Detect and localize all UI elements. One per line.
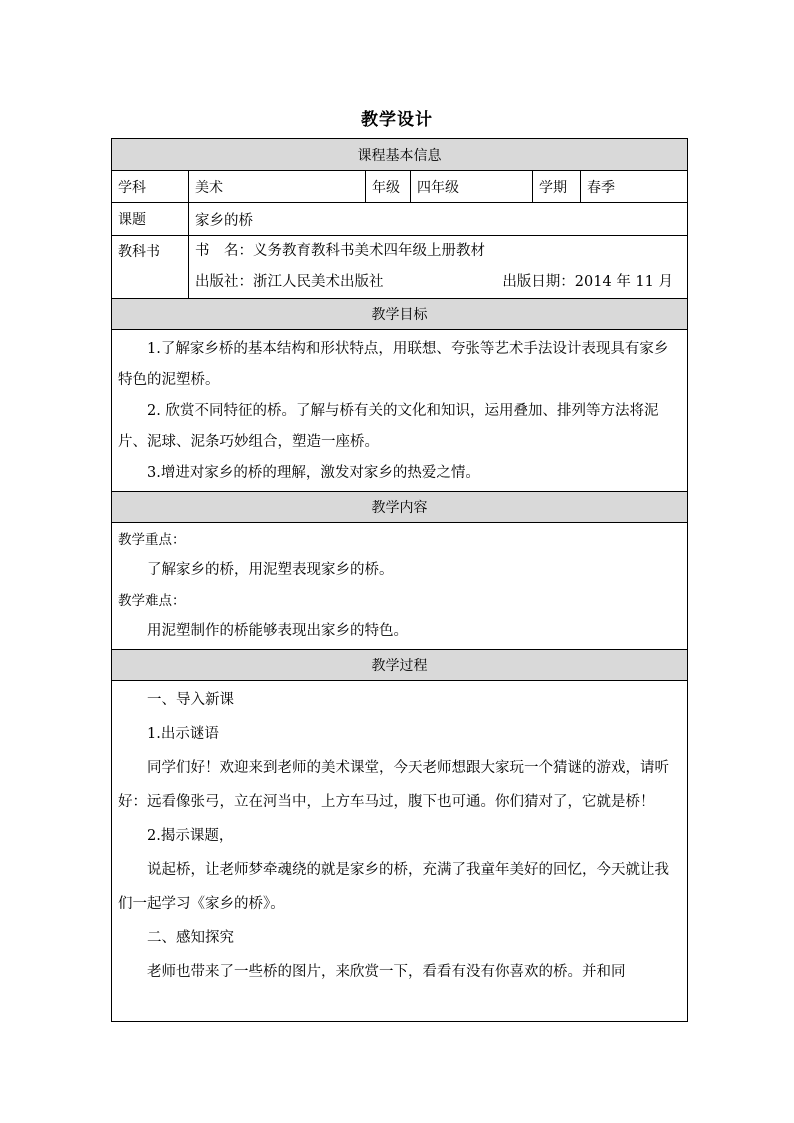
process-paragraph: 说起桥，让老师梦牵魂绕的就是家乡的桥，充满了我童年美好的回忆，今天就让我们一起学习《家乡的桥》。 bbox=[118, 862, 669, 912]
process-paragraph: 一、导入新课 bbox=[147, 692, 234, 708]
book-name-line bbox=[195, 236, 687, 267]
section-header-process bbox=[112, 649, 687, 680]
section-header-objectives bbox=[112, 298, 687, 329]
key-point-text: 了解家乡的桥，用泥塑表现家乡的桥。 bbox=[147, 562, 394, 578]
objectives-body bbox=[112, 329, 687, 491]
section-header-basic-info bbox=[112, 139, 687, 170]
process-paragraph: 老师也带来了一些桥的图片，来欣赏一下，看看有没有你喜欢的桥。并和同 bbox=[147, 964, 626, 980]
objective-item: 1.了解家乡桥的基本结构和形状特点，用联想、夸张等艺术手法设计表现具有家乡特色的泥塑桥。 bbox=[118, 341, 669, 388]
difficulty-text: 用泥塑制作的桥能够表现出家乡的特色。 bbox=[147, 623, 408, 639]
page-title: 教学设计 bbox=[361, 110, 433, 130]
publish-date: 出版日期：2014 年 11 月 bbox=[502, 274, 673, 290]
objective-item: 2. 欣赏不同特征的桥。了解与桥有关的文化和知识，运用叠加、排列等方法将泥片、泥球、泥条巧妙组合，塑造一座桥。 bbox=[118, 403, 659, 450]
info-row-topic bbox=[112, 202, 687, 235]
textbook-label: 教科书 bbox=[118, 244, 160, 260]
process-paragraph: 同学们好！欢迎来到老师的美术课堂，今天老师想跟大家玩一个猜谜的游戏，请听好：远看像张弓，立在河当中，上方车马过，腹下也可通。你们猜对了，它就是桥！ bbox=[118, 760, 669, 810]
key-point-label: 教学重点： bbox=[118, 532, 186, 548]
publisher-line bbox=[195, 267, 687, 298]
process-body bbox=[112, 680, 687, 1021]
process-paragraph: 2.揭示课题， bbox=[147, 828, 234, 844]
info-row-textbook bbox=[112, 235, 687, 298]
section-header-label: 课程基本信息 bbox=[357, 147, 442, 164]
topic-value: 家乡的桥 bbox=[188, 203, 687, 235]
grade-value: 四年级 bbox=[410, 171, 532, 202]
grade-label: 年级 bbox=[365, 171, 410, 202]
subject-value: 美术 bbox=[188, 171, 365, 202]
section-header-label: 教学目标 bbox=[371, 307, 428, 323]
section-header-content bbox=[112, 491, 687, 522]
lesson-plan-table bbox=[111, 138, 688, 1022]
process-paragraph: 1.出示谜语 bbox=[147, 726, 219, 742]
textbook-details bbox=[188, 236, 687, 298]
subject-label: 学科 bbox=[118, 179, 146, 196]
difficulty-label: 教学难点： bbox=[118, 593, 186, 609]
content-body bbox=[112, 522, 687, 649]
topic-label: 课题 bbox=[118, 212, 146, 228]
section-header-label: 教学内容 bbox=[371, 500, 428, 516]
term-label: 学期 bbox=[532, 171, 580, 202]
process-paragraph: 二、感知探究 bbox=[147, 930, 234, 946]
objective-item: 3.增进对家乡的桥的理解，激发对家乡的热爱之情。 bbox=[147, 465, 480, 481]
info-row-subject bbox=[112, 170, 687, 202]
publisher: 出版社：浙江人民美术出版社 bbox=[195, 274, 384, 290]
book-name: 书 名：义务教育教科书美术四年级上册教材 bbox=[195, 243, 485, 259]
section-header-label: 教学过程 bbox=[371, 658, 428, 674]
term-value: 春季 bbox=[580, 171, 687, 202]
